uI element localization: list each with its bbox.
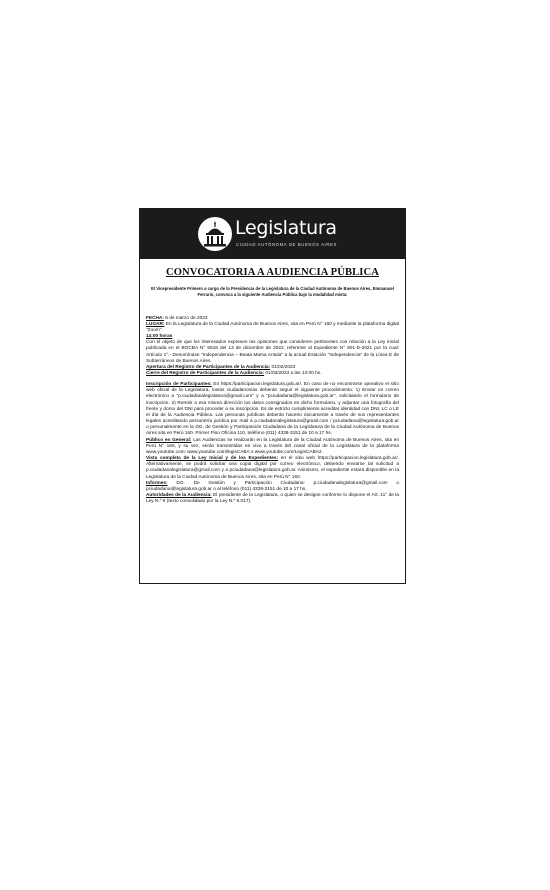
legislatura-building-logo-icon bbox=[197, 216, 233, 252]
vista-paragraph bbox=[146, 456, 399, 481]
inscripcion-paragraph bbox=[146, 382, 399, 437]
autoridades-label: Autoridades de la Audiencia: bbox=[146, 492, 212, 498]
inscripcion-text: En https://participacion.legislatura.gob.ar/. En caso de no encontrarse operativo el sitio web oficial de la Legislatura, los/as ciudadanos/as deberán seguir el siguiente procedimiento: 1) Enviar un correo electrónico a "p.ciudadanalegislatura@gmail.com" y a "pciudadana@legislatura.gob.ar", solicitando el formulario de inscripción. 2) Remitir a esa misma dirección los datos consignados en dicho formulario, y adjuntar una fotografía del frente y dorso del DNI para proceder a su inscripción. Es de estricto cumplimiento acreditar identidad con DNI, LC o LE el día de la Audiencia Pública. Las personas jurídicas deberán hacerlo únicamente a través de sus representantes legales acreditando personería jurídica por mail a p.ciudadanalegislatura@gmail.com / pciudadana@legislatura.gob.ar o personalmente en la DG. de Gestión y Participación Ciudadana de la Legislatura de la Ciudad Autónoma de Buenos Aires sita en Perú 160. Primer Piso Oficina 110, teléfono (011) 4338-3151 de 10 a 17 hs. bbox=[146, 382, 400, 437]
public-hearing-notice bbox=[139, 208, 406, 584]
cierre-value: 01/03/2023 a las 14:00 hs. bbox=[264, 371, 322, 376]
informes-text: DG. De Gestión y Participación Ciudadana: p.ciudadanalegislatura@gmail.com o pciudadana@legislatura.gob.ar o al teléfono (011) 4338-3151 de 10 a 17 hs. bbox=[146, 480, 399, 492]
informes-label: Informes: bbox=[146, 480, 168, 486]
cierre-label: Cierre del Registro de Participantes de la Audiencia: bbox=[146, 371, 265, 376]
vista-text: en el sitio web https://participacion.legislatura.gob.ar/. Alternativamente, se podrá solicitar una copia digital por correo electrónico, debiendo enviarse tal solicitud a p.ciudadanalegislatura@gmail.com y a pciudadana@legislatura.gob.ar. Asimismo, el expediente estará disponible en la Legislatura de la Ciudad Autónoma de Buenos Aires, sita en Perú N° 160. bbox=[146, 456, 399, 480]
apertura-label: Apertura del Registro de Participantes de la Audiencia: bbox=[146, 364, 271, 370]
notice-title: CONVOCATORIA A AUDIENCIA PÚBLICA bbox=[165, 267, 380, 278]
lugar-value: En la Legislatura de la Ciudad Autónoma de Buenos Aires, sita en Perú N° 160 y mediante la plataforma digital "Zoom". bbox=[146, 321, 399, 333]
notice-body bbox=[146, 316, 399, 506]
logo-subtitle: CIUDAD AUTÓNOMA DE BUENOS AIRES bbox=[236, 242, 337, 247]
publico-text: Las Audiencias se realizarán en la Legislatura de la Ciudad Autónoma de Buenos Aires, sita en Perú N° 160, y su vez, serán transmitidas en vivo a través del canal oficial de la Legislatura de la plataforma www.youtube.com: www.youtube.com/legisCABA o www.youtube.com/LegisCABA2. bbox=[146, 437, 399, 455]
lugar-line bbox=[146, 322, 399, 334]
vista-label: Vista completa de la Ley Inicial y de los Expedientes: bbox=[146, 456, 279, 462]
apertura-value: 01/02/2023 bbox=[270, 364, 296, 370]
publico-paragraph bbox=[146, 438, 399, 456]
inscripcion-label: Inscripción de Participantes: bbox=[146, 382, 212, 388]
objeto-paragraph: Con el objeto de que los interesados expresen las opiniones que consideren pertinentes con relación a la Ley inicial publicada en el BOCBA N° 6518 del 13 de diciembre de 2022, referente al Expediente N° 901-D-2021 por la cual: Artículo 1°.- Denomínase "Independencia – Beata Mama Antula" a la actual Estación "Independencia" de la Línea E de Subterráneos de Buenos Aires. bbox=[146, 340, 399, 364]
notice-intro: El Vicepresidente Primero a cargo de la Presidencia de la Legislatura de la Ciudad Autónoma de Buenos Aires, Emmanuel Ferrario, convoca a la siguiente Audiencia Pública bajo la modalidad mixta: bbox=[151, 286, 394, 297]
lugar-label: LUGAR: bbox=[146, 321, 165, 327]
autoridades-text: El presidente de la Legislatura, o quien se designe conforme lo dispone el Art. 11° de la Ley N.º 6 (texto consolidado por la Ley N.º 6.017). bbox=[146, 492, 400, 505]
informes-paragraph bbox=[146, 481, 399, 493]
autoridades-paragraph bbox=[146, 493, 399, 505]
notice-header bbox=[140, 209, 405, 259]
hora-line: 14:00 horas bbox=[146, 334, 173, 340]
publico-label: Público en General: bbox=[146, 437, 192, 443]
fecha-value: 6 de marzo de 2023 bbox=[163, 315, 208, 321]
logo-name: Legislatura bbox=[235, 217, 337, 239]
fecha-label: FECHA: bbox=[146, 315, 164, 321]
